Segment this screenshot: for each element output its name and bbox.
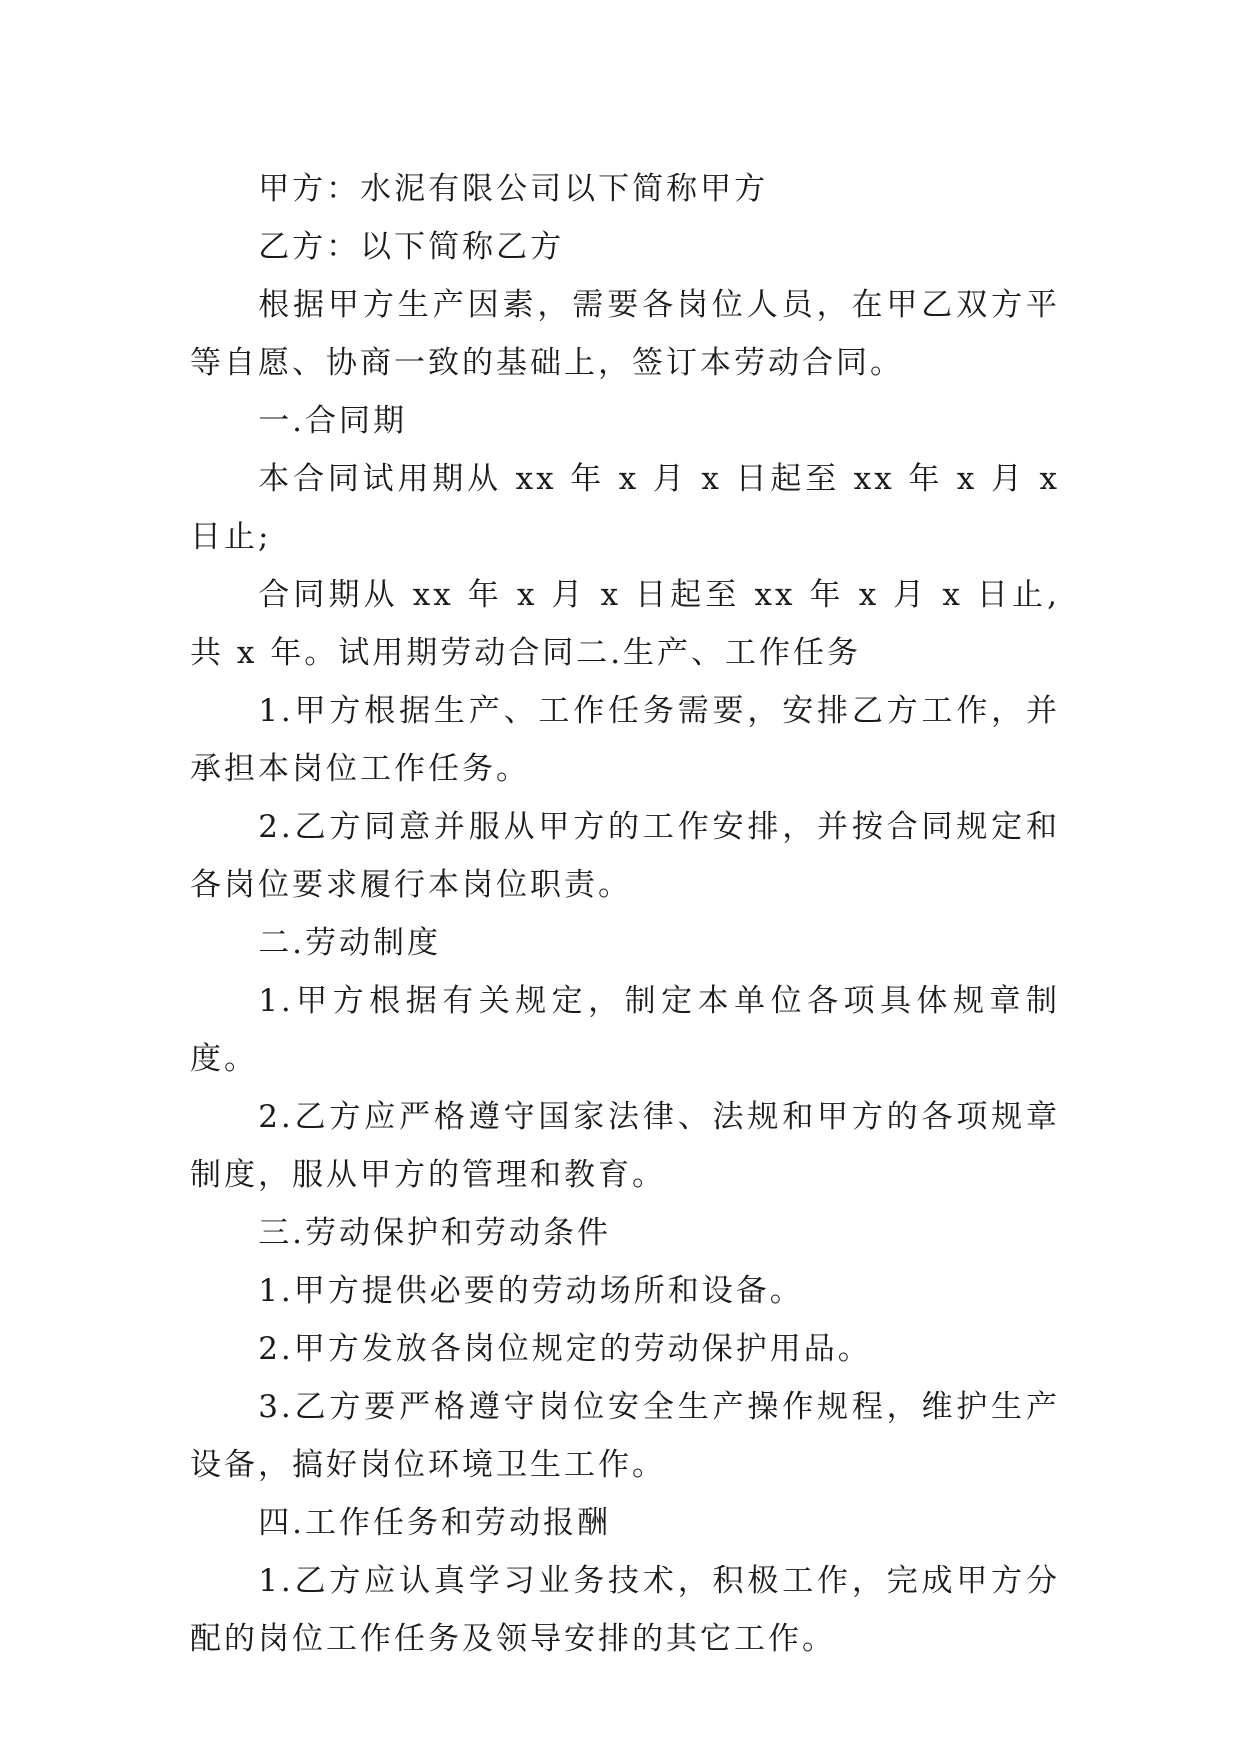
party-a-line: 甲方：水泥有限公司以下简称甲方 [258,171,769,207]
clause-paragraph: 1.乙方应认真学习业务技术，积极工作，完成甲方分配的岗位工作任务及领导安排的其它工作。 [190,1563,1060,1657]
preamble-paragraph: 根据甲方生产因素，需要各岗位人员，在甲乙双方平等自愿、协商一致的基础上，签订本劳动合同。 [190,287,1060,381]
clause-paragraph: 2.乙方应严格遵守国家法律、法规和甲方的各项规章制度，服从甲方的管理和教育。 [190,1099,1060,1193]
clause-paragraph: 2.甲方发放各岗位规定的劳动保护用品。 [258,1331,872,1367]
document-body [190,160,1060,1668]
party-b-line: 乙方：以下简称乙方 [258,229,565,265]
section-heading-work-and-pay: 四.工作任务和劳动报酬 [258,1505,612,1541]
section-heading-contract-term: 一.合同期 [258,403,408,439]
probation-period-line: 本合同试用期从 xx 年 x 月 x 日起至 xx 年 x 月 x 日止; [190,461,1060,555]
contract-period-paragraph: 合同期从 xx 年 x 月 x 日起至 xx 年 x 月 x 日止,共 x 年。试用期劳动合同二.生产、工作任务 [190,577,1060,671]
section-heading-labor-system: 二.劳动制度 [258,925,442,961]
clause-paragraph: 1.甲方根据有关规定，制定本单位各项具体规章制度。 [190,983,1060,1077]
clause-paragraph: 3.乙方要严格遵守岗位安全生产操作规程，维护生产设备，搞好岗位环境卫生工作。 [190,1389,1060,1483]
clause-paragraph: 2.乙方同意并服从甲方的工作安排，并按合同规定和各岗位要求履行本岗位职责。 [190,809,1060,903]
section-heading-labor-protection: 三.劳动保护和劳动条件 [258,1215,612,1251]
clause-paragraph: 1.甲方根据生产、工作任务需要，安排乙方工作，并承担本岗位工作任务。 [190,693,1060,787]
clause-paragraph: 1.甲方提供必要的劳动场所和设备。 [258,1273,804,1309]
